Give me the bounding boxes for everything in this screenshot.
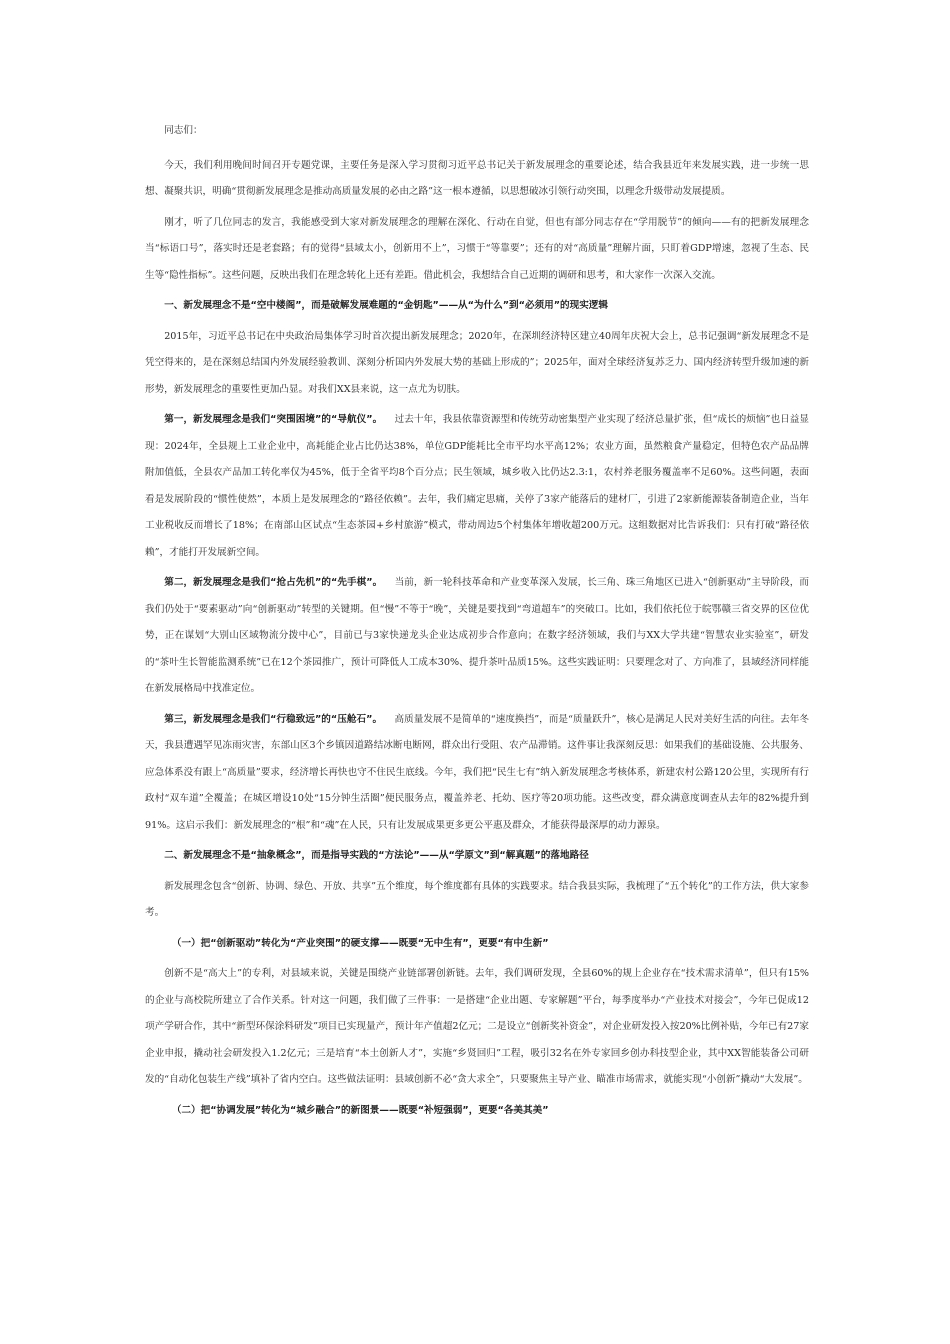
subsection-2-heading: （二）把“协调发展”转化为“城乡融合”的新图景——既要“补短强弱”，更要“各美其美” bbox=[171, 1104, 549, 1116]
point-3-lead: 第三，新发展理念是我们“行稳致远”的“压舱石”。 bbox=[164, 713, 383, 725]
point-3-text: 高质量发展不是简单的“速度换挡”，而是“质量跃升”，核心是满足人民对美好生活的向往。去年冬天，我县遭遇罕见冻雨灾害，东部山区3个乡镇因道路结冰断电断网，群众出行受阻、农产品滞销。这件事让我深刻反思：如果我们的基础设施、公共服务、应急体系没有跟上“高质量”要求，经济增长再快也守不住民生底线。今年，我们把“民生七有”纳入新发展理念考核体系，新建农村公路120公里，实现所有行政村“双车道”全覆盖；在城区增设10处“15分钟生活圈”便民服务点，覆盖养老、托幼、医疗等20项功能。这些改变，群众满意度调查从去年的82%提升到91%。这启示我们：新发展理念的“根”和“魂”在人民，只有让发展成果更多更公平惠及群众，才能获得最深厚的动力源泉。 bbox=[145, 713, 809, 831]
point-2-lead: 第二，新发展理念是我们“抢占先机”的“先手棋”。 bbox=[164, 577, 383, 588]
section1-heading: 一、新发展理念不是“空中楼阁”，而是破解发展难题的“金钥匙”——从“为什么”到“必须用”的现实逻辑 bbox=[164, 300, 608, 311]
greeting: 同志们： bbox=[164, 125, 203, 136]
section2-intro: 新发展理念包含“创新、协调、绿色、开放、共享”五个维度，每个维度都有具体的实践要求。结合我县实际，我梳理了“五个转化”的工作方法，供大家参考。 bbox=[145, 880, 809, 918]
subsection-1-text: 创新不是“高大上”的专利，对县域来说，关键是围绕产业链部署创新链。去年，我们调研发现，全县60%的规上企业存在“技术需求清单”，但只有15%的企业与高校院所建立了合作关系。针对这一问题，我们做了三件事：一是搭建“企业出题、专家解题”平台，每季度举办“产业技术对接会”，今年已促成12项产学研合作，其中“新型环保涂料研发”项目已实现量产，预计年产值超2亿元；二是设立“创新奖补资金”，对企业研发投入按20%比例补贴，今年已有27家企业申报，撬动社会研发投入1.2亿元；三是培育“本土创新人才”，实施“乡贤回归”工程，吸引32名在外专家回乡创办科技型企业，其中XX智能装备公司研发的“自动化包装生产线”填补了省内空白。这些做法证明：县域创新不必“贪大求全”，只要聚焦主导产业、瞄准市场需求，就能实现“小创新”撬动“大发展”。 bbox=[145, 968, 809, 1085]
point-1-lead: 第一，新发展理念是我们“突围困境”的“导航仪”。 bbox=[164, 414, 383, 425]
section2-heading: 二、新发展理念不是“抽象概念”，而是指导实践的“方法论”——从“学原文”到“解真题”的落地路径 bbox=[164, 850, 589, 861]
section1-intro: 2015年，习近平总书记在中央政治局集体学习时首次提出新发展理念；2020年，在深圳经济特区建立40周年庆祝大会上，总书记强调“新发展理念不是凭空得来的，是在深刻总结国内外发展经验教训、深刻分析国内外发展大势的基础上形成的”；2025年，面对全球经济复苏乏力、国内经济转型升级加速的新形势，新发展理念的重要性更加凸显。对我们XX县来说，这一点尤为切肤。 bbox=[145, 330, 809, 395]
document-page bbox=[145, 118, 809, 1128]
section1-point-2 bbox=[145, 570, 809, 703]
section1-point-3 bbox=[145, 707, 809, 840]
point-2-text: 当前，新一轮科技革命和产业变革深入发展，长三角、珠三角地区已进入“创新驱动”主导阶段，而我们仍处于“要素驱动”向“创新驱动”转型的关键期。但“慢”不等于“晚”，关键是要找到“弯道超车”的突破口。比如，我们依托位于皖鄂赣三省交界的区位优势，正在谋划“大别山区域物流分拨中心”，目前已与3家快递龙头企业达成初步合作意向；在数字经济领域，我们与XX大学共建“智慧农业实验室”，研发的“茶叶生长智能监测系统”已在12个茶园推广，预计可降低人工成本30%、提升茶叶品质15%。这些实践证明：只要理念对了、方向准了，县域经济同样能在新发展格局中找准定位。 bbox=[145, 577, 809, 694]
subsection-1-heading: （一）把“创新驱动”转化为“产业突围”的硬支撑——既要“无中生有”，更要“有中生新” bbox=[171, 937, 549, 949]
point-1-text: 过去十年，我县依靠资源型和传统劳动密集型产业实现了经济总量扩张，但“成长的烦恼”也日益显现：2024年，全县规上工业企业中，高耗能企业占比仍达38%，单位GDP能耗比全市平均水平高12%；农业方面，虽然粮食产量稳定，但特色农产品品牌附加值低，全县农产品加工转化率仅为45%，低于全省平均8个百分点；民生领域，城乡收入比仍达2.3:1，农村养老服务覆盖率不足60%。这些问题，表面看是发展阶段的“惯性使然”，本质上是发展理念的“路径依赖”。去年，我们痛定思痛，关停了3家产能落后的建材厂，引进了2家新能源装备制造企业，当年工业税收反而增长了18%；在南部山区试点“生态茶园+乡村旅游”模式，带动周边5个村集体年增收超200万元。这组数据对比告诉我们：只有打破“路径依赖”，才能打开发展新空间。 bbox=[145, 414, 809, 558]
intro-paragraph-1: 今天，我们利用晚间时间召开专题党课，主要任务是深入学习贯彻习近平总书记关于新发展理念的重要论述，结合我县近年来发展实践，进一步统一思想、凝聚共识，明确“贯彻新发展理念是推动高质量发展的必由之路”这一根本遵循，以思想破冰引领行动突围，以理念升级带动发展提质。 bbox=[145, 159, 809, 197]
intro-paragraph-2: 刚才，听了几位同志的发言，我能感受到大家对新发展理念的理解在深化、行动在自觉，但也有部分同志存在“学用脱节”的倾向——有的把新发展理念当“标语口号”，落实时还是老套路；有的觉得“县域太小，创新用不上”，习惯于“等靠要”；还有的对“高质量”理解片面，只盯着GDP增速，忽视了生态、民生等“隐性指标”。这些问题，反映出我们在理念转化上还有差距。借此机会，我想结合自己近期的调研和思考，和大家作一次深入交流。 bbox=[145, 216, 809, 281]
section1-point-1 bbox=[145, 407, 809, 566]
